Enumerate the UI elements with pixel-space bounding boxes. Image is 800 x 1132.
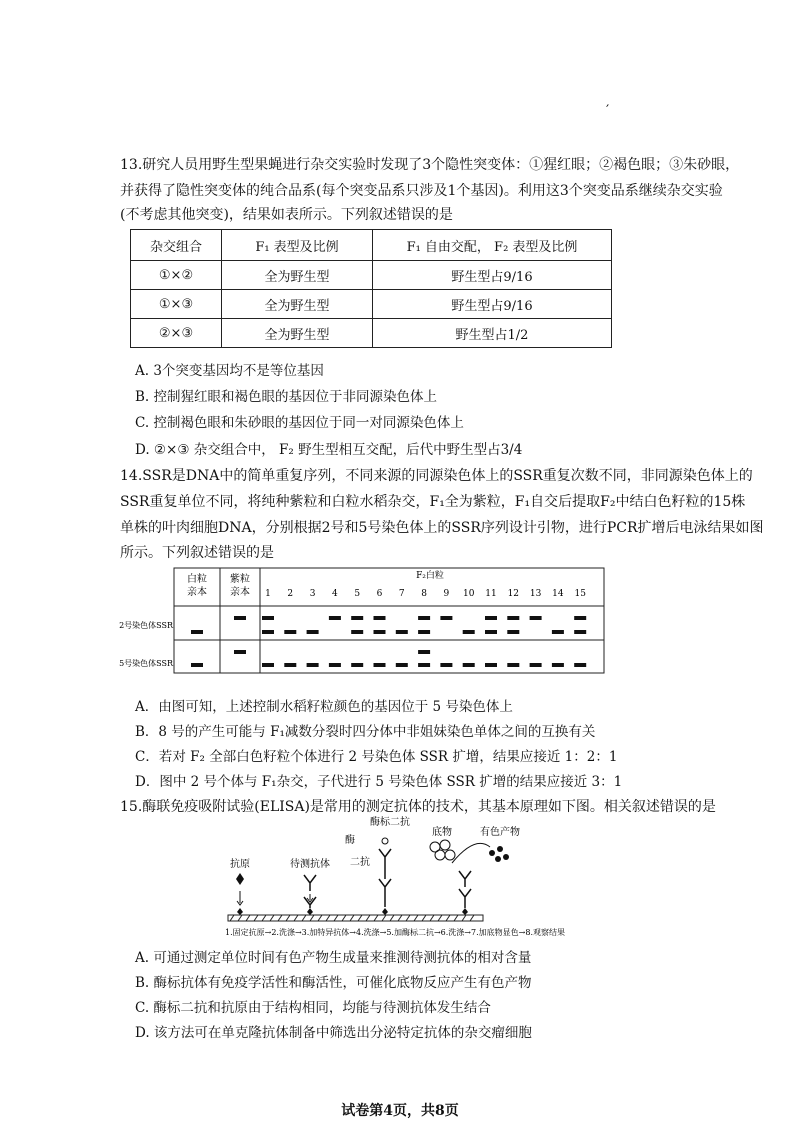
q13-option-a: A. 3个突变基因均不是等位基因 [135, 363, 324, 379]
antigen-icon [236, 873, 244, 885]
gel-header-white-parent: 亲本 [187, 587, 207, 598]
gel-band [507, 616, 519, 620]
table-cell: ①×② [131, 261, 222, 290]
gel-lane-label: 9 [443, 589, 450, 599]
q14-option-d: D．图中 2 号个体与 F₁杂交，子代进行 5 号染色体 SSR 扩增的结果应接近 3：1 [135, 774, 623, 790]
gel-lane-label: 12 [507, 589, 520, 599]
gel-band [574, 663, 586, 667]
table-header-row [131, 230, 612, 261]
gel-band [507, 630, 519, 634]
table-cell: 野生型占9/16 [373, 261, 612, 290]
q14-stem-line: 单株的叶肉细胞DNA，分别根据2号和5号染色体上的SSR序列设计引物，进行PCR扩增后电泳结果如图 [120, 520, 764, 536]
label-colored-product: 有色产物 [480, 827, 520, 838]
gel-band [507, 663, 519, 667]
q13-option-b: B. 控制猩红眼和褐色眼的基因位于非同源染色体上 [135, 389, 438, 405]
gel-band [262, 630, 274, 634]
gel-band [418, 663, 430, 667]
table-header-cell: F₁ 表型及比例 [222, 230, 373, 261]
table-header-cell: F₁ 自由交配， F₂ 表型及比例 [373, 230, 612, 261]
q14-option-a: A．由图可知，上述控制水稻籽粒颜色的基因位于 5 号染色体上 [135, 699, 513, 715]
table-row [131, 290, 612, 319]
gel-band [374, 616, 386, 620]
gel-band [234, 650, 246, 654]
q13-table [130, 229, 612, 348]
table-cell: 全为野生型 [222, 319, 373, 348]
gel-band [463, 630, 475, 634]
gel-header-white-parent: 白粒 [187, 574, 207, 585]
q14-stem-line: SSR重复单位不同，将纯种紫粒和白粒水稻杂交，F₁全为紫粒，F₁自交后提取F₂中结白色籽粒的15株 [120, 494, 746, 510]
label-enzyme: 酶 [345, 835, 355, 846]
gel-band [396, 630, 408, 634]
gel-band [374, 630, 386, 634]
gel-lane-label: 1 [265, 589, 271, 599]
gel-bands [119, 569, 586, 668]
colored-product-icon [489, 850, 495, 856]
table-row [131, 319, 612, 348]
gel-band [307, 630, 319, 634]
gel-electrophoresis-figure [110, 566, 610, 676]
gel-band [191, 630, 203, 634]
gel-lane-label: 10 [462, 589, 475, 599]
table-cell: ①×③ [131, 290, 222, 319]
gel-lane-label: 6 [376, 589, 383, 599]
gel-band [329, 663, 341, 667]
gel-header-f2-white: F₂白粒 [416, 571, 444, 581]
gel-lane-label: 15 [574, 589, 586, 599]
page-footer: 试卷第4页，共8页 [341, 1103, 459, 1119]
antibody-icon [304, 875, 316, 891]
q15-option-b: B. 酶标抗体有免疫学活性和酶活性，可催化底物反应产生有色产物 [135, 975, 532, 991]
label-test-antibody: 待测抗体 [290, 859, 330, 870]
gel-lane-label: 8 [421, 589, 427, 599]
gel-band [485, 630, 497, 634]
gel-band [552, 663, 564, 667]
elisa-steps-caption: 1.固定抗原→2.洗涤→3.加特异抗体→4.洗涤→5.加酶标二抗→6.洗涤→7.加底物显色→8.观察结果 [225, 928, 565, 937]
gel-band [262, 663, 274, 667]
gel-band [284, 663, 296, 667]
q13-stem-line: 13.研究人员用野生型果蝇进行杂交实验时发现了3个隐性突变体：①猩红眼；②褐色眼；③朱砂眼， [120, 157, 740, 173]
gel-band [351, 616, 363, 620]
gel-band [191, 663, 203, 667]
q14-option-b: B．8 号的产生可能与 F₁减数分裂时四分体中非姐妹染色单体之间的互换有关 [135, 724, 596, 740]
gel-band [418, 650, 430, 654]
q13-stem-line: (不考虑其他突变)，结果如表所示。下列叙述错误的是 [120, 207, 453, 223]
gel-lane-label: 3 [309, 589, 316, 599]
gel-band [574, 630, 586, 634]
table-cell: 全为野生型 [222, 290, 373, 319]
gel-band [530, 663, 542, 667]
gel-lane-label: 11 [485, 589, 497, 599]
gel-band [440, 616, 452, 620]
gel-band [329, 616, 341, 620]
corner-mark: ′ [606, 103, 610, 119]
q15-option-a: A. 可通过测定单位时间有色产物生成量来推测待测抗体的相对含量 [135, 950, 532, 966]
gel-lane-label: 14 [552, 589, 564, 599]
gel-header-purple-parent: 紫粒 [230, 574, 250, 585]
q13-option-d: D. ②×③ 杂交组合中， F₂ 野生型相互交配，后代中野生型占3/4 [135, 442, 523, 458]
elisa-diagram [220, 815, 590, 945]
label-enzyme-2nd-ab: 酶标二抗 [370, 817, 410, 828]
q14-stem-line: 14.SSR是DNA中的简单重复序列，不同来源的同源染色体上的SSR重复次数不同，非同源染色体上的 [120, 468, 753, 484]
gel-band [284, 630, 296, 634]
q15-option-d: D. 该方法可在单克隆抗体制备中筛选出分泌特定抗体的杂交瘤细胞 [135, 1025, 532, 1041]
gel-lane-label: 2 [287, 589, 294, 599]
gel-lane-label: 4 [332, 589, 338, 599]
gel-band [552, 630, 564, 634]
q15-stem-line: 15.酶联免疫吸附试验(ELISA)是常用的测定抗体的技术，其基本原理如下图。相关叙述错误的是 [120, 799, 716, 815]
table-row [131, 261, 612, 290]
gel-band [307, 663, 319, 667]
gel-band [351, 663, 363, 667]
gel-band [351, 630, 363, 634]
q14-stem-line: 所示。下列叙述错误的是 [120, 545, 274, 561]
gel-lane-label: 5 [354, 589, 361, 599]
q15-option-c: C. 酶标二抗和抗原由于结构相同，均能与待测抗体发生结合 [135, 1000, 491, 1016]
enzyme-icon [382, 838, 388, 844]
gel-row-label-chr5: 5号染色体SSR [119, 659, 173, 668]
gel-band [463, 663, 475, 667]
gel-band [374, 663, 386, 667]
gel-band [485, 616, 497, 620]
gel-band [234, 616, 246, 620]
gel-lane-label: 13 [529, 589, 542, 599]
q14-option-c: C．若对 F₂ 全部白色籽粒个体进行 2 号染色体 SSR 扩增，结果应接近 1：2：1 [135, 749, 618, 765]
gel-band [530, 616, 542, 620]
gel-band [396, 663, 408, 667]
gel-band [440, 663, 452, 667]
gel-row-label-chr2: 2号染色体SSR [119, 621, 173, 630]
label-antigen: 抗原 [230, 859, 250, 870]
gel-band [418, 616, 430, 620]
label-second-ab: 二抗 [350, 857, 370, 868]
gel-lane-label: 7 [398, 589, 405, 599]
table-cell: ②×③ [131, 319, 222, 348]
table-header-cell: 杂交组合 [131, 230, 222, 261]
gel-header-purple-parent: 亲本 [230, 587, 250, 598]
label-substrate: 底物 [432, 827, 452, 838]
table-cell: 全为野生型 [222, 261, 373, 290]
gel-band [485, 663, 497, 667]
q13-option-c: C. 控制褐色眼和朱砂眼的基因位于同一对同源染色体上 [135, 415, 464, 431]
q13-stem-line: 并获得了隐性突变体的纯合品系(每个突变品系只涉及1个基因)。利用这3个突变品系继续杂交实验 [120, 183, 723, 199]
gel-band [574, 616, 586, 620]
table-cell: 野生型占9/16 [373, 290, 612, 319]
gel-band [262, 616, 274, 620]
table-cell: 野生型占1/2 [373, 319, 612, 348]
gel-band [418, 630, 430, 634]
